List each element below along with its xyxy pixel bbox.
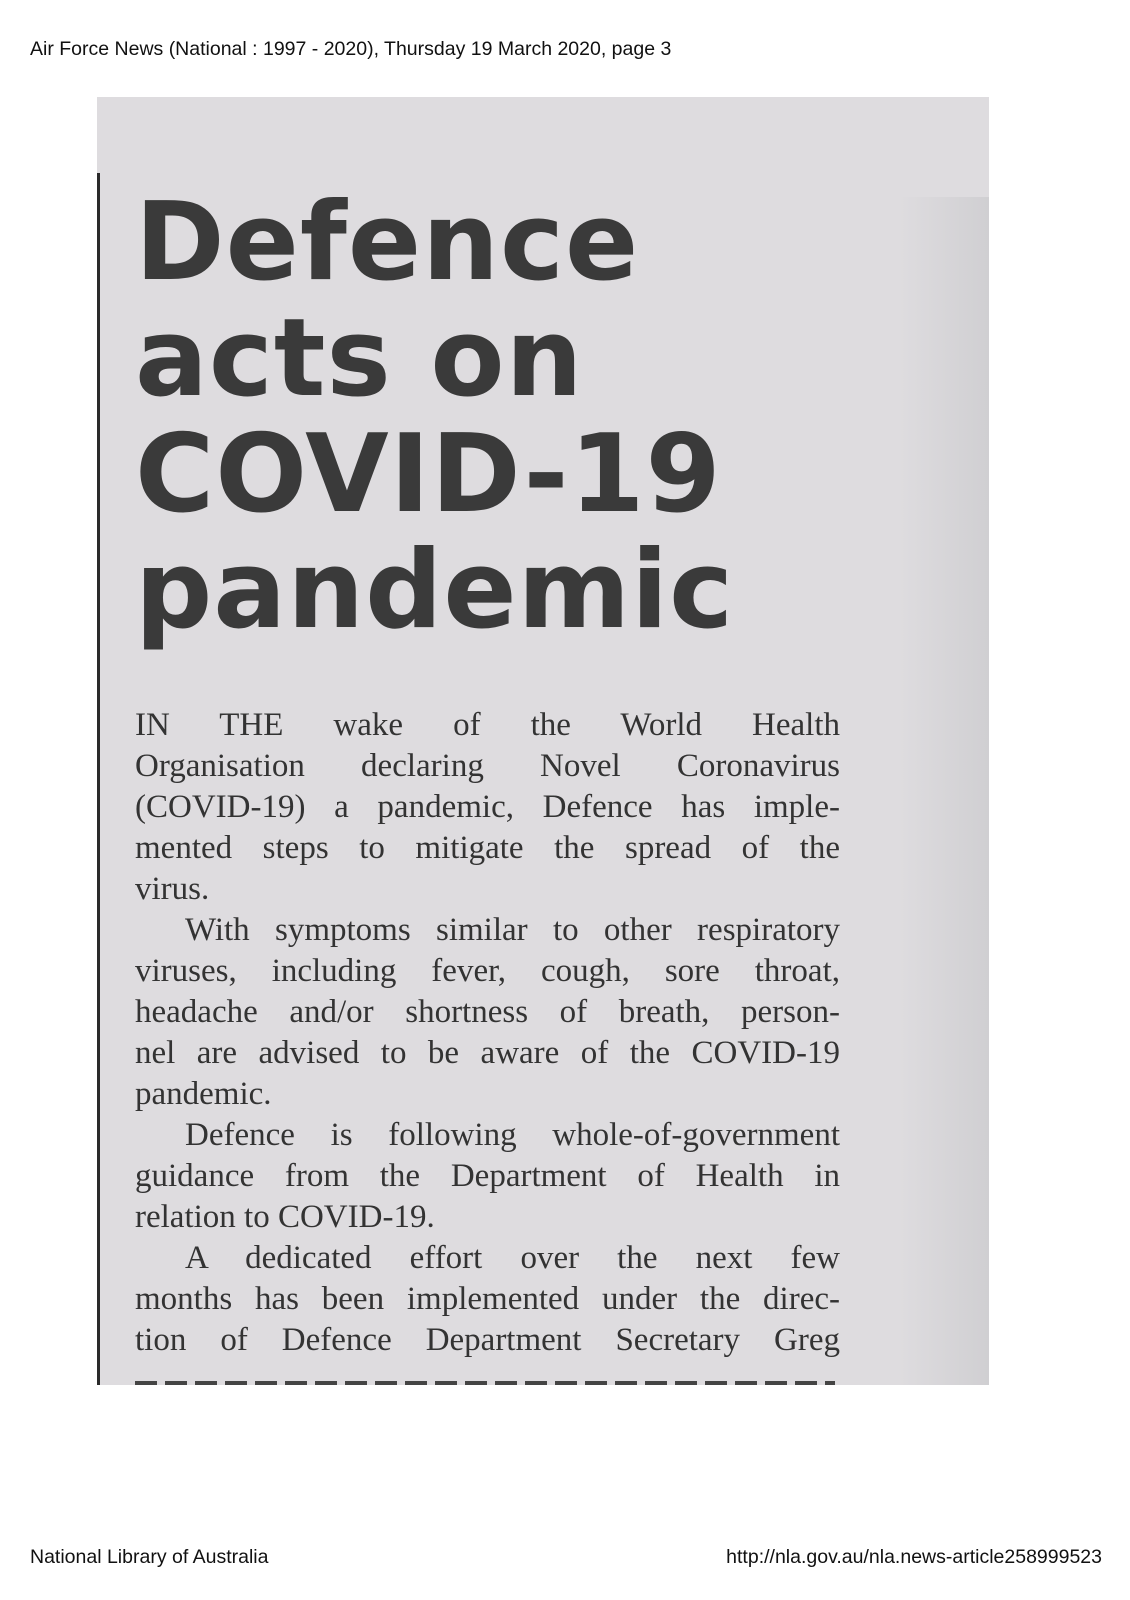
scan-shading (899, 197, 989, 1385)
body-line: A dedicated effort over the next few (185, 1240, 840, 1276)
body-line: Defence is following whole-of-government (185, 1117, 840, 1153)
body-line: virus. (135, 871, 210, 907)
body-line: viruses, including fever, cough, sore throat, (135, 953, 840, 989)
body-line: guidance from the Department of Health in (135, 1158, 840, 1194)
body-line: mented steps to mitigate the spread of the (135, 830, 840, 866)
body-line: IN THE wake of the World Health (135, 707, 840, 743)
body-line: pandemic. (135, 1076, 272, 1112)
body-line: months has been implemented under the direc- (135, 1281, 840, 1317)
body-line: (COVID-19) a pandemic, Defence has imple- (135, 789, 840, 825)
body-line: With symptoms similar to other respiratory (185, 912, 840, 948)
headline-line: Defence (135, 180, 640, 305)
body-line: relation to COVID-19. (135, 1199, 435, 1235)
column-rule (97, 173, 100, 1385)
cut-off-text-edge (135, 1381, 835, 1385)
footer-source: National Library of Australia (30, 1546, 269, 1568)
header-citation: Air Force News (National : 1997 - 2020), Thursday 19 March 2020, page 3 (30, 38, 672, 60)
body-line: tion of Defence Department Secretary Greg (135, 1322, 840, 1358)
article-body (135, 705, 840, 1361)
body-line: headache and/or shortness of breath, person- (135, 994, 840, 1030)
newspaper-clipping (97, 97, 989, 1385)
footer-url: http://nla.gov.au/nla.news-article258999523 (726, 1546, 1102, 1568)
article-headline (135, 180, 735, 653)
headline-line: COVID-19 (135, 412, 722, 537)
body-line: nel are advised to be aware of the COVID-19 (135, 1035, 840, 1071)
headline-line: pandemic (135, 528, 735, 653)
headline-line: acts on (135, 296, 584, 421)
body-line: Organisation declaring Novel Coronavirus (135, 748, 840, 784)
